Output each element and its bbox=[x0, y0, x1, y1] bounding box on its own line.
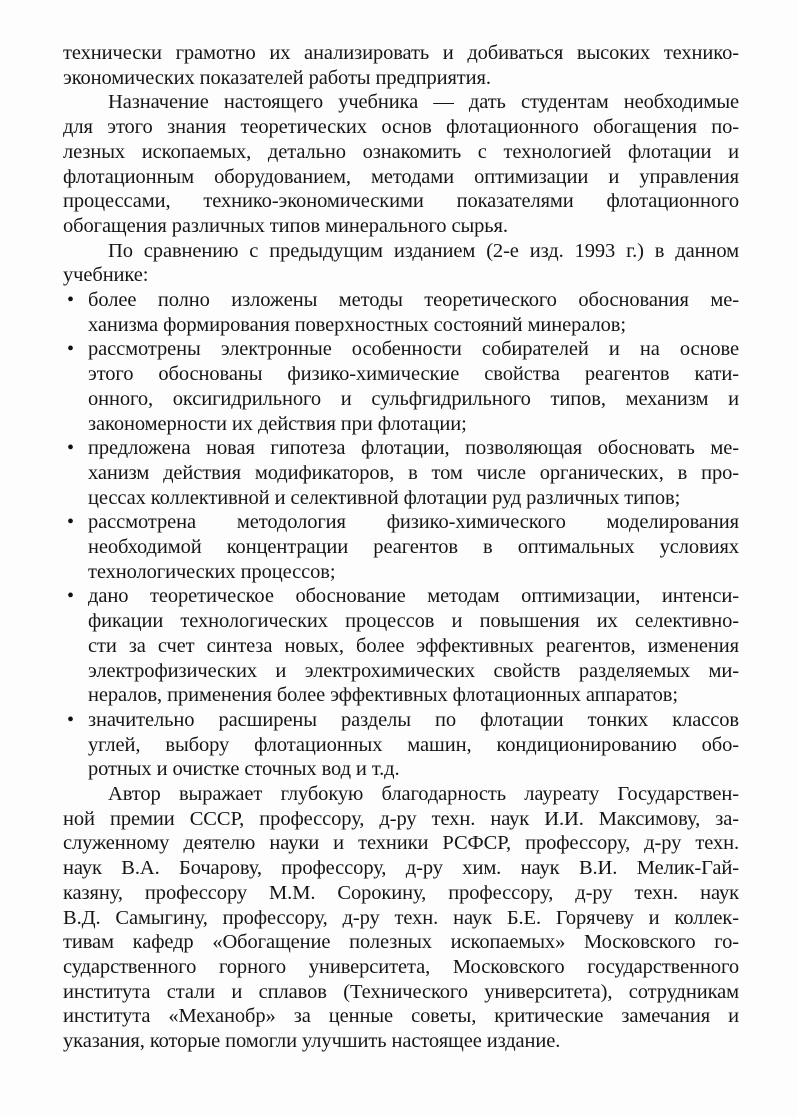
paragraph-text-line: В.Д. Самыгину, профессору, д-ру техн. наук Б.Е. Горячеву и коллек- bbox=[63, 906, 739, 929]
paragraph-text-line: тивам кафедр «Обогащение полезных ископаемых» Московского го- bbox=[63, 931, 739, 954]
bullet-item-text-line: этого обоснованы физико-химические свойства реагентов кати- bbox=[88, 363, 739, 386]
paragraph-text-line: указания, которые помогли улучшить настоящее издание. bbox=[63, 1030, 561, 1052]
bullet-item-text-line: значительно расширены разделы по флотации тонких классов bbox=[88, 708, 739, 731]
bullet-item-text-line: дано теоретическое обоснование методам оптимизации, интенси- bbox=[88, 585, 739, 608]
paragraph-text-line: сударственного горного университета, Московского государственного bbox=[63, 955, 739, 978]
paragraph-text-line: флотационным оборудованием, методами оптимизации и управления bbox=[63, 165, 739, 188]
bullet-item-text-line: предложена новая гипотеза флотации, позволяющая обосновать ме- bbox=[88, 437, 739, 460]
bullet-item-text-line: сти за счет синтеза новых, более эффективных реагентов, изменения bbox=[88, 634, 739, 657]
paragraph-text-line: служенному деятелю науки и техники РСФСР, профессору, д-ру техн. bbox=[63, 832, 739, 855]
paragraph-text-line: обогащения различных типов минерального сырья. bbox=[63, 214, 508, 237]
paragraph-text-line: экономических показателей работы предприятия. bbox=[63, 66, 491, 89]
paragraph-text-line: института стали и сплавов (Технического университета), сотрудникам bbox=[63, 980, 739, 1003]
paragraph-text-line: лезных ископаемых, детально ознакомить с технологией флотации и bbox=[63, 140, 739, 163]
bullet-item-text-line: необходимой концентрации реагентов в оптимальных условиях bbox=[88, 536, 739, 558]
paragraph-text-line: учебнике: bbox=[63, 264, 149, 287]
bullet-item-text-line: закономерности их действия при флотации; bbox=[88, 412, 467, 435]
bullet-item-text-line: рассмотрены электронные особенности собирателей и на основе bbox=[88, 338, 739, 361]
bullet-icon: • bbox=[67, 585, 75, 608]
bullet-icon: • bbox=[67, 511, 75, 534]
paragraph-text-line: процессами, технико-экономическими показателями флотационного bbox=[63, 190, 739, 213]
paragraph-text-line: для этого знания теоретических основ флотационного обогащения по- bbox=[63, 116, 739, 139]
paragraph-text-line: По сравнению с предыдущим изданием (2-е изд. 1993 г.) в данном bbox=[108, 239, 739, 262]
bullet-item-text-line: цессах коллективной и селективной флотации руд различных типов; bbox=[88, 486, 681, 509]
paragraph-text-line: наук В.А. Бочарову, профессору, д-ру хим. наук В.И. Мелик-Гай- bbox=[63, 857, 739, 880]
bullet-item-text-line: рассмотрена методология физико-химического моделирования bbox=[88, 511, 739, 534]
bullet-item-text-line: ханизм действия модификаторов, в том числе органических, в про- bbox=[88, 461, 739, 484]
bullet-icon: • bbox=[67, 708, 75, 731]
bullet-item-text-line: фикации технологических процессов и повышения их селективно- bbox=[88, 610, 739, 633]
bullet-item-text-line: ханизма формирования поверхностных состояний минералов; bbox=[88, 313, 626, 336]
bullet-item-text-line: технологических процессов; bbox=[88, 560, 336, 583]
paragraph-text-line: Автор выражает глубокую благодарность лауреату Государствен- bbox=[108, 783, 739, 805]
bullet-icon: • bbox=[67, 338, 75, 361]
paragraph-text-line: казяну, профессору М.М. Сорокину, профессору, д-ру техн. наук bbox=[63, 881, 739, 904]
bullet-icon: • bbox=[67, 437, 75, 460]
bullet-item-text-line: углей, выбору флотационных машин, кондиционированию обо- bbox=[88, 733, 739, 756]
bullet-item-text-line: более полно изложены методы теоретического обоснования ме- bbox=[88, 289, 739, 311]
paragraph-text-line: технически грамотно их анализировать и добиваться высоких технико- bbox=[63, 42, 739, 64]
paragraph-text-line: института «Механобр» за ценные советы, критические замечания и bbox=[63, 1005, 739, 1028]
bullet-item-text-line: нералов, применения более эффективных флотационных аппаратов; bbox=[88, 684, 678, 707]
paragraph-text-line: Назначение настоящего учебника — дать студентам необходимые bbox=[108, 91, 739, 114]
bullet-item-text-line: ротных и очистке сточных вод и т.д. bbox=[88, 758, 400, 781]
bullet-icon: • bbox=[67, 289, 75, 311]
bullet-item-text-line: электрофизических и электрохимических свойств разделяемых ми- bbox=[88, 659, 739, 682]
bullet-item-text-line: онного, оксигидрильного и сульфгидрильного типов, механизм и bbox=[88, 387, 739, 410]
paragraph-text-line: ной премии СССР, профессору, д-ру техн. наук И.И. Максимову, за- bbox=[63, 807, 739, 830]
